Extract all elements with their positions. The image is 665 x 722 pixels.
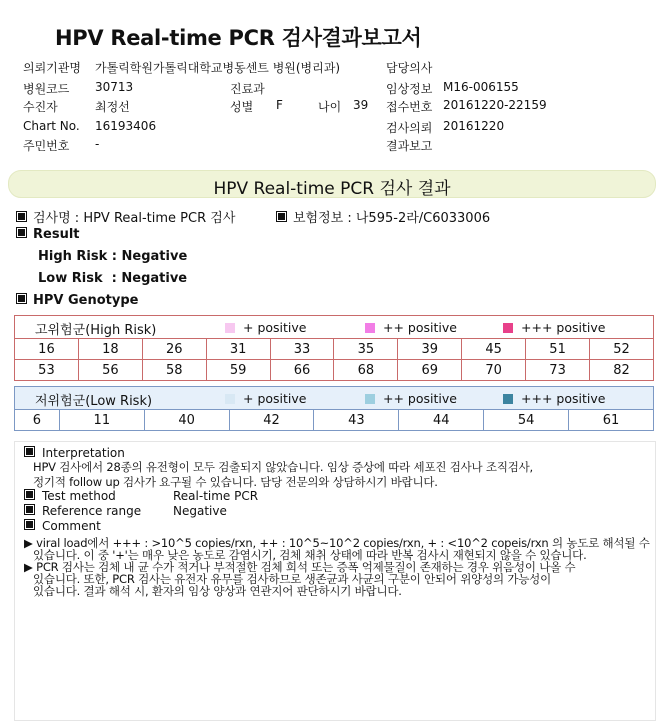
- institution-value: 가톨릭학원가톨릭대학교병동센트 병원(병리과): [95, 61, 341, 75]
- banner-title: HPV Real-time PCR 검사 결과: [213, 179, 451, 199]
- genotype-cell: 11: [59, 410, 144, 431]
- clinical-label: 임상정보: [386, 82, 433, 96]
- low-risk-result: Low Risk : Negative: [38, 271, 188, 286]
- legend-swatch-icon: [503, 323, 513, 333]
- genotype-cell: 61: [569, 410, 654, 431]
- genotype-cell: 35: [334, 339, 398, 360]
- bullet-square-icon: [16, 293, 27, 304]
- bullet-square-icon: [24, 504, 35, 515]
- test-name-row: [16, 207, 235, 226]
- comment-line-1: ▶ viral load에서 +++ : >10^5 copies/rxn, ++ : 10^5~10^2 copies/rxn, + : <10^2 copeis/rxn 의 농도로 해석될 수: [24, 536, 650, 550]
- genotype-cell: 66: [270, 360, 334, 381]
- insurance-info: 보험정보 : 나595-2라/C6033006: [293, 211, 491, 226]
- chart-value: 16193406: [95, 119, 157, 133]
- insurance-row: [276, 207, 490, 226]
- bullet-square-icon: [24, 519, 35, 530]
- interpretation-line-2: 정기적 follow up 검사가 요구될 수 있습니다. 담당 전문의와 상담하시기 바랍니다.: [33, 475, 438, 489]
- genotype-cell: 58: [142, 360, 206, 381]
- chart-label: Chart No.: [23, 119, 80, 133]
- genotype-cell: 18: [78, 339, 142, 360]
- low-legend-3: +++ positive: [503, 391, 605, 406]
- test-name: 검사명 : HPV Real-time PCR 검사: [33, 211, 236, 226]
- interpretation-line-1: HPV 검사에서 28종의 유전형이 모두 검출되지 않았습니다. 임상 증상에 따라 세포진 검사나 조직검사,: [33, 460, 533, 474]
- comment-line-3: ▶ PCR 검사는 검체 내 균 수가 적거나 부적절한 검체 희석 또는 증폭 억제물질이 존재하는 경우 위음성이 나올 수: [24, 560, 576, 574]
- genotype-cell: 59: [206, 360, 270, 381]
- genotype-cell: 26: [142, 339, 206, 360]
- legend-swatch-icon: [365, 394, 375, 404]
- bullet-square-icon: [24, 446, 35, 457]
- legend-swatch-icon: [365, 323, 375, 333]
- department-label: 진료과: [230, 82, 265, 96]
- reference-range-value: Negative: [173, 504, 227, 518]
- low-risk-header: 저위험군(Low Risk): [35, 394, 153, 409]
- genotype-heading: HPV Genotype: [33, 293, 139, 308]
- bullet-square-icon: [24, 489, 35, 500]
- genotype-cell: 33: [270, 339, 334, 360]
- low-legend-1: + positive: [225, 391, 306, 406]
- request-label: 검사의뢰: [386, 121, 433, 135]
- test-method-row: Test method: [24, 489, 116, 503]
- bullet-square-icon: [16, 227, 27, 238]
- request-value: 20161220: [443, 119, 505, 133]
- comment-line-4: 있습니다. 또한, PCR 검사는 유전자 유무를 검사하므로 생존균과 사균의 구분이 안되어 위양성의 가능성이: [33, 572, 551, 586]
- genotype-cell: 16: [15, 339, 79, 360]
- legend-swatch-icon: [503, 394, 513, 404]
- result-heading-row: [16, 227, 80, 242]
- resident-value: -: [95, 137, 100, 151]
- age-value: 39: [353, 98, 369, 112]
- legend-swatch-icon: [225, 323, 235, 333]
- genotype-cell: 51: [526, 339, 590, 360]
- genotype-cell: 43: [314, 410, 399, 431]
- legend-swatch-icon: [225, 394, 235, 404]
- receipt-value: 20161220-22159: [443, 98, 547, 112]
- genotype-cell: 68: [334, 360, 398, 381]
- result-banner: [8, 170, 656, 198]
- sex-value: F: [276, 98, 283, 112]
- genotype-cell: 40: [144, 410, 229, 431]
- collector-label: 수진자: [23, 100, 58, 114]
- collector-value: 최정선: [95, 100, 130, 114]
- genotype-cell: 70: [462, 360, 526, 381]
- test-method-value: Real-time PCR: [173, 489, 259, 503]
- hospital-code-value: 30713: [95, 80, 134, 94]
- doctor-label: 담당의사: [386, 61, 433, 75]
- high-legend-3: +++ positive: [503, 320, 605, 335]
- high-risk-header-cell: [15, 316, 654, 339]
- genotype-cell: 56: [78, 360, 142, 381]
- comment-line-5: 있습니다. 결과 해석 시, 환자의 임상 양상과 연관지어 판단하시기 바랍니다.: [33, 584, 402, 598]
- reference-range-row: Reference range: [24, 504, 141, 518]
- high-risk-header: 고위험군(High Risk): [35, 323, 157, 338]
- genotype-cell: 53: [15, 360, 79, 381]
- clinical-value: M16-006155: [443, 80, 519, 94]
- low-risk-table: [14, 386, 654, 431]
- high-risk-table: [14, 315, 654, 381]
- genotype-heading-row: [16, 293, 138, 308]
- genotype-cell: 54: [484, 410, 569, 431]
- interpretation-heading: Interpretation: [24, 446, 125, 460]
- genotype-cell: 42: [229, 410, 314, 431]
- genotype-cell: 6: [15, 410, 60, 431]
- hospital-code-label: 병원코드: [23, 82, 70, 96]
- comment-heading: Comment: [24, 519, 101, 533]
- institution-label: 의뢰기관명: [23, 61, 81, 75]
- genotype-cell: 39: [398, 339, 462, 360]
- receipt-label: 접수번호: [386, 100, 433, 114]
- genotype-cell: 82: [590, 360, 654, 381]
- high-legend-1: + positive: [225, 320, 306, 335]
- high-legend-2: ++ positive: [365, 320, 457, 335]
- sex-label: 성별: [230, 100, 254, 114]
- age-label: 나이: [318, 100, 342, 114]
- low-legend-2: ++ positive: [365, 391, 457, 406]
- bullet-square-icon: [276, 211, 287, 222]
- genotype-cell: 44: [399, 410, 484, 431]
- genotype-cell: 45: [462, 339, 526, 360]
- bullet-square-icon: [16, 211, 27, 222]
- genotype-cell: 69: [398, 360, 462, 381]
- genotype-cell: 73: [526, 360, 590, 381]
- result-report-label: 결과보고: [386, 139, 433, 153]
- result-heading: Result: [33, 227, 80, 242]
- comment-line-2: 있습니다. 이 중 '+'는 매우 낮은 농도로 감염시기, 검체 채취 상태에 따라 반복 검사시 재현되지 않을 수 있습니다.: [33, 548, 587, 562]
- high-risk-result: High Risk : Negative: [38, 249, 188, 264]
- report-title: HPV Real-time PCR 검사결과보고서: [55, 26, 422, 50]
- genotype-cell: 52: [590, 339, 654, 360]
- genotype-cell: 31: [206, 339, 270, 360]
- low-risk-header-cell: [15, 387, 654, 410]
- resident-label: 주민번호: [23, 139, 70, 153]
